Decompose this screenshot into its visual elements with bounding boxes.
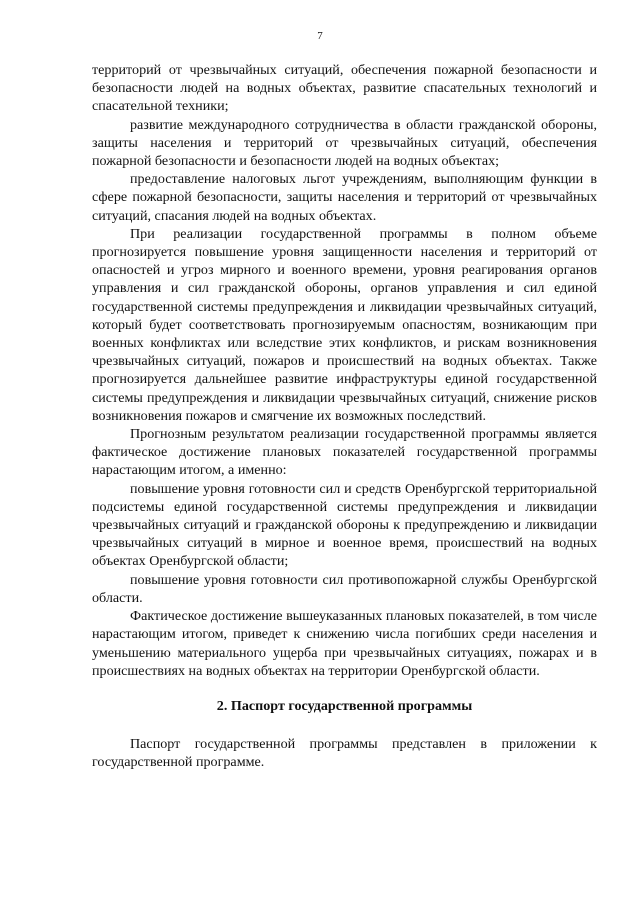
paragraph: Прогнозным результатом реализации государственной программы является фактическое достижение плановых показателей государственной программы нарастающим итогом, а именно: [92,426,597,479]
page-number: 7 [317,30,323,42]
spacer [92,715,597,735]
paragraph: территорий от чрезвычайных ситуаций, обеспечения пожарной безопасности и безопасности людей на водных объектах, развитие спасательных технологий и спасательной техники; [92,62,597,115]
spacer [92,680,597,697]
paragraph: повышение уровня готовности сил и средств Оренбургской территориальной подсистемы единой государственной системы предупреждения и ликвидации чрезвычайных ситуаций и гражданской обороны к предупреждению и ликвидации чрезвычайных ситуаций в мирное и военное время, происшествий на водных объектах Оренбургской области; [92,480,597,570]
paragraph: повышение уровня готовности сил противопожарной службы Оренбургской области. [92,571,597,606]
paragraph: предоставление налоговых льгот учреждениям, выполняющим функции в сфере пожарной безопасности, защиты населения и территорий от чрезвычайных ситуаций, спасания людей на водных объектах. [92,171,597,224]
document-body [92,61,597,772]
section-heading: 2. Паспорт государственной программы [216,697,473,714]
paragraph: Паспорт государственной программы представлен в приложении к государственной программе. [92,736,597,771]
paragraph: развитие международного сотрудничества в области гражданской обороны, защиты населения и территорий от чрезвычайных ситуаций, обеспечения пожарной безопасности и безопасности людей на водных объектах; [92,116,597,170]
paragraph: Фактическое достижение вышеуказанных плановых показателей, в том числе нарастающим итогом, приведет к снижению числа погибших среди населения и уменьшению материального ущерба при чрезвычайных ситуациях, пожарах и в происшествиях на водных объектах на территории Оренбургской области. [92,608,597,679]
paragraph: При реализации государственной программы в полном объеме прогнозируется повышение уровня защищенности населения и территорий от опасностей и угроз мирного и военного времени, уровня реагирования органов управления и сил гражданской обороны, органов управления и сил единой государственной системы предупреждения и ликвидации чрезвычайных ситуаций, который будет соответствовать прогнозируемым опасностям, возникающим при военных конфликтах или вследствие этих конфликтов, и рискам возникновения чрезвычайных ситуаций, пожаров и происшествий на водных объектах. Также прогнозируется дальнейшее развитие инфраструктуры единой государственной системы предупреждения и ликвидации чрезвычайных ситуаций, снижение рисков возникновения пожаров и смягчение их возможных последствий. [92,225,597,424]
